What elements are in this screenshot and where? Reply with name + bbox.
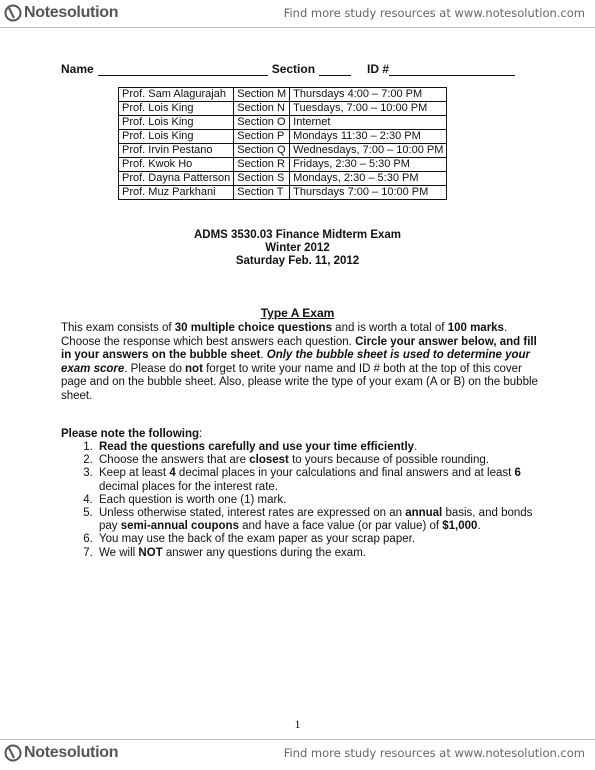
exam-title-date: Saturday Feb. 11, 2012 [235,255,360,267]
time-cell: Fridays, 2:30 – 5:30 PM [290,158,447,172]
prof-cell: Prof. Kwok Ho [119,158,234,172]
time-cell: Thursdays 7:00 – 10:00 PM [290,186,447,200]
name-blank [98,66,268,76]
table-row [119,144,447,158]
time-cell: Thursdays 4:00 – 7:00 PM [290,88,447,102]
exam-title [0,229,595,268]
prof-cell: Prof. Lois King [119,130,234,144]
name-section-id-row [61,62,519,76]
logo-text: Notesolution [24,4,119,21]
list-item: 5. Unless otherwise stated, interest rates are expressed on an annual basis, and bonds pay semi-annual coupons and have a face value (or par value) of $1,000. [96,507,541,533]
list-item: 2. Choose the answers that are closest to yours because of possible rounding. [96,454,541,467]
time-cell: Internet [290,116,447,130]
time-cell: Mondays 11:30 – 2:30 PM [290,130,447,144]
exam-type-heading: Type A Exam [260,306,335,320]
section-blank [319,66,351,76]
section-cell: Section T [234,186,290,200]
list-item: 6. You may use the back of the exam paper as your scrap paper. [96,533,541,546]
table-row [119,102,447,116]
list-item: 7. We will NOT answer any questions during the exam. [96,547,541,560]
footer-tagline-link[interactable]: Find more study resources at www.notesolution.com [283,746,585,760]
logo-text: Notesolution [24,744,119,761]
section-cell: Section M [234,88,290,102]
section-cell: Section S [234,172,290,186]
header-tagline-link[interactable]: Find more study resources at www.notesolution.com [283,6,585,20]
section-cell: Section Q [234,144,290,158]
time-cell: Tuesdays, 7:00 – 10:00 PM [290,102,447,116]
section-label: Section [271,62,316,76]
instructions-paragraph: This exam consists of 30 multiple choice questions and is worth a total of 100 marks. Choose the response which best answers each question. Circle your answer below, and fill in your answers on the bubble sheet. Only the bubble sheet is used to determine your exam score. Please do not forget to write your name and ID # both at the top of this cover page and on the bubble sheet. Also, please write the type of your exam (A or B) on the bubble sheet. [61,322,538,402]
table-row [119,158,447,172]
id-label: ID # [367,62,390,76]
header-divider [0,27,595,28]
time-cell: Wednesdays, 7:00 – 10:00 PM [290,144,447,158]
notes-heading: Please note the following: [61,428,203,440]
section-cell: Section P [234,130,290,144]
prof-cell: Prof. Sam Alagurajah [119,88,234,102]
header-bar [0,0,595,28]
name-label: Name [61,62,94,76]
table-row [119,116,447,130]
section-cell: Section R [234,158,290,172]
id-blank [389,66,515,76]
section-cell: Section O [234,116,290,130]
prof-cell: Prof. Irvin Pestano [119,144,234,158]
table-row [119,130,447,144]
exam-title-course: ADMS 3530.03 Finance Midterm Exam [193,229,402,241]
list-item: 1. Read the questions carefully and use your time efficiently. [96,441,541,454]
notesolution-logo-icon [4,744,22,762]
exam-title-term: Winter 2012 [265,242,330,254]
notes-list [62,441,541,560]
notesolution-logo-icon [4,4,22,22]
footer-bar [0,740,595,768]
sections-table [118,87,447,200]
list-item: 3. Keep at least 4 decimal places in your calculations and final answers and at least 6 decimal places for the interest rate. [96,467,541,493]
notesolution-logo[interactable] [4,2,118,24]
section-cell: Section N [234,102,290,116]
prof-cell: Prof. Lois King [119,116,234,130]
page-number: 1 [294,717,301,731]
table-row [119,172,447,186]
table-row [119,186,447,200]
table-row [119,88,447,102]
notesolution-footer-logo[interactable] [4,742,118,764]
list-item: 4. Each question is worth one (1) mark. [96,494,541,507]
prof-cell: Prof. Muz Parkhani [119,186,234,200]
prof-cell: Prof. Dayna Patterson [119,172,234,186]
prof-cell: Prof. Lois King [119,102,234,116]
time-cell: Mondays, 2:30 – 5:30 PM [290,172,447,186]
